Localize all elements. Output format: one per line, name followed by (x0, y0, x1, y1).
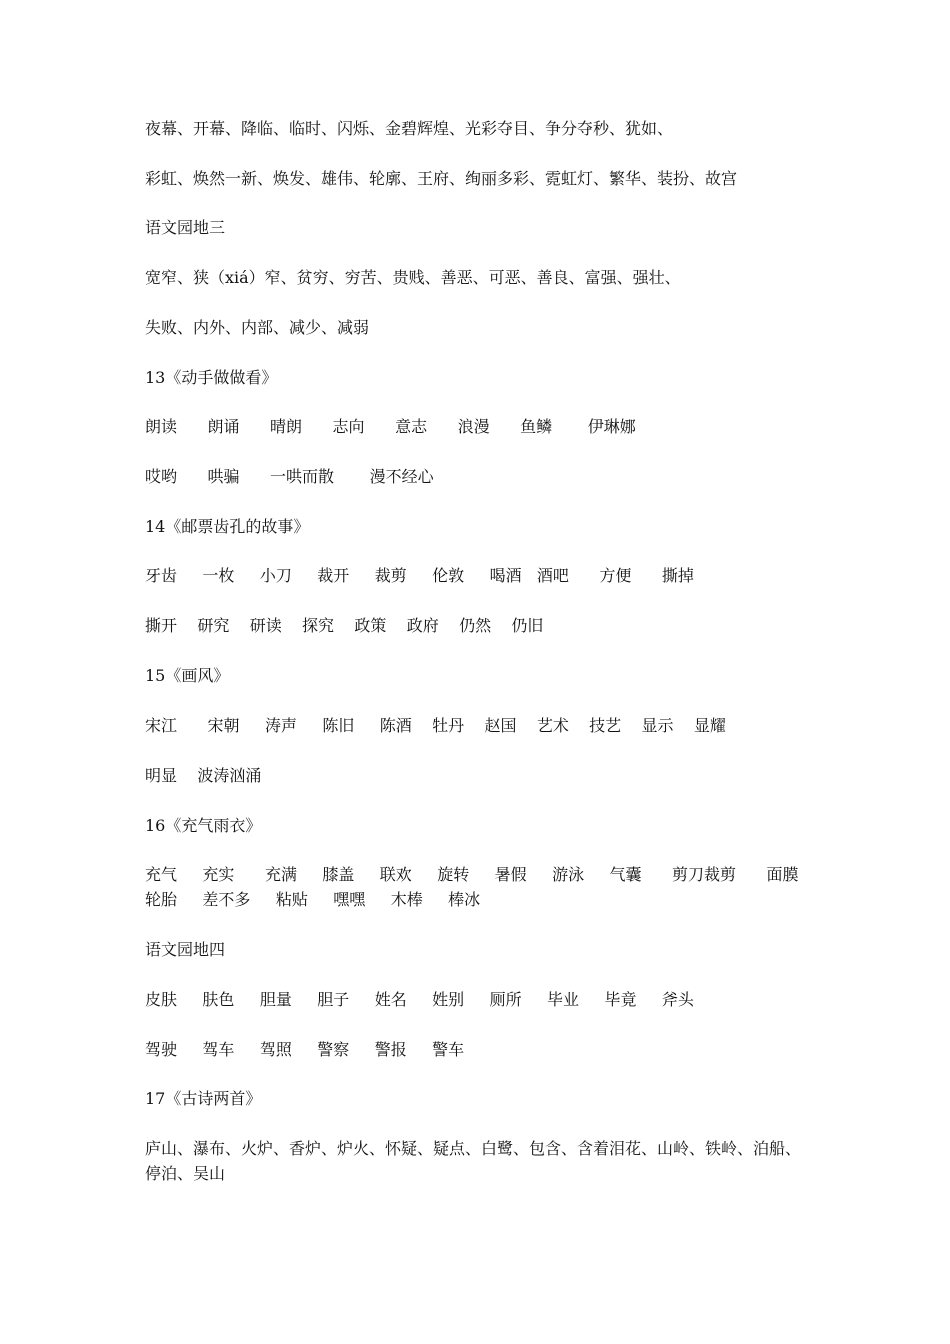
vocab-line: 牙齿 一枚 小刀 裁开 裁剪 伦敦 喝酒 酒吧 方便 撕掉 (145, 566, 694, 585)
vocab-line: 宽窄、狭（xiá）窄、贫穷、穷苦、贵贱、善恶、可恶、善良、富强、强壮、 (145, 268, 681, 287)
section-heading: 语文园地三 (145, 218, 226, 237)
section-heading: 14《邮票齿孔的故事》 (145, 517, 310, 536)
section-heading: 15《画风》 (145, 666, 230, 685)
vocab-line: 哎哟 哄骗 一哄而散 漫不经心 (145, 467, 434, 486)
vocab-line: 充气 充实 充满 膝盖 联欢 旋转 暑假 游泳 气囊 剪刀裁剪 面膜 (145, 865, 799, 884)
vocab-line: 撕开 研究 研读 探究 政策 政府 仍然 仍旧 (145, 616, 544, 635)
vocab-line: 夜幕、开幕、降临、临时、闪烁、金碧辉煌、光彩夺目、争分夺秒、犹如、 (145, 119, 674, 138)
vocab-line: 停泊、吴山 (145, 1164, 226, 1183)
vocab-line: 轮胎 差不多 粘贴 嘿嘿 木棒 棒冰 (145, 890, 481, 909)
vocab-line: 宋江 宋朝 涛声 陈旧 陈酒 牡丹 赵国 艺术 技艺 显示 显耀 (145, 716, 726, 735)
vocab-line: 庐山、瀑布、火炉、香炉、炉火、怀疑、疑点、白鹭、包含、含着泪花、山岭、铁岭、泊船、 (145, 1139, 802, 1158)
vocab-line: 皮肤 肤色 胆量 胆子 姓名 姓别 厕所 毕业 毕竟 斧头 (145, 990, 694, 1009)
section-heading: 13《动手做做看》 (145, 368, 278, 387)
vocab-line: 驾驶 驾车 驾照 警察 警报 警车 (145, 1040, 465, 1059)
vocab-line: 失败、内外、内部、减少、减弱 (145, 318, 370, 337)
section-heading: 17《古诗两首》 (145, 1089, 262, 1108)
vocab-line: 朗读 朗诵 晴朗 志向 意志 浪漫 鱼鳞 伊琳娜 (145, 417, 636, 436)
section-heading: 语文园地四 (145, 940, 226, 959)
vocab-line: 明显 波涛汹涌 (145, 766, 262, 785)
vocab-line: 彩虹、焕然一新、焕发、雄伟、轮廓、王府、绚丽多彩、霓虹灯、繁华、装扮、故宫 (145, 169, 738, 188)
section-heading: 16《充气雨衣》 (145, 816, 262, 835)
